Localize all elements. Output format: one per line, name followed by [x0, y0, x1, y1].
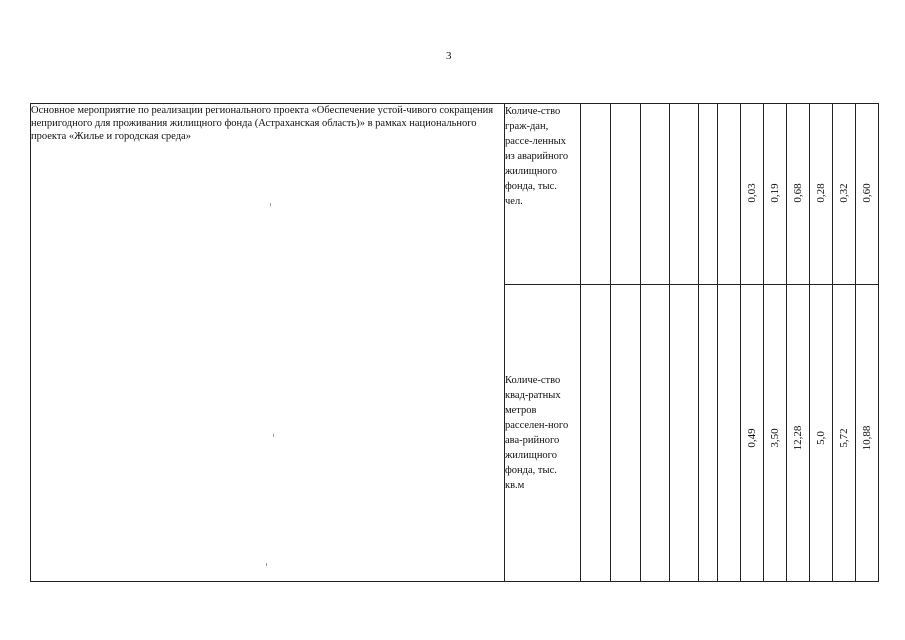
value-text: 0,60 — [861, 183, 873, 203]
value-cell — [810, 285, 833, 582]
empty-cell — [641, 104, 670, 285]
empty-cell — [581, 285, 611, 582]
scan-speck — [273, 434, 274, 437]
value-cell — [856, 285, 879, 582]
value-cell — [833, 285, 856, 582]
indicator-cell — [505, 104, 581, 285]
value-cell — [810, 104, 833, 285]
empty-cell — [699, 104, 718, 285]
empty-cell — [581, 104, 611, 285]
value-text: 0,19 — [769, 183, 781, 203]
empty-cell — [670, 285, 699, 582]
value-cell — [787, 104, 810, 285]
empty-cell — [611, 285, 641, 582]
value-cell — [856, 104, 879, 285]
indicator-label: Количе-ство квад-ратных метров расселен-ного ава-рийного жилищного фонда, тыс. кв.м — [505, 375, 569, 491]
value-text: 3,50 — [769, 428, 781, 448]
value-cell — [741, 104, 764, 285]
empty-cell — [718, 285, 741, 582]
value-cell — [833, 104, 856, 285]
value-cell — [764, 104, 787, 285]
value-text: 0,68 — [792, 183, 804, 203]
scan-speck — [270, 203, 271, 206]
scan-speck — [266, 563, 267, 566]
value-text: 0,28 — [815, 183, 827, 203]
empty-cell — [699, 285, 718, 582]
empty-cell — [641, 285, 670, 582]
indicator-label: Количе-ство граж-дан, рассе-ленных из аварийного жилищного фонда, тыс. чел. — [505, 106, 569, 207]
empty-cell — [670, 104, 699, 285]
value-cell — [764, 285, 787, 582]
value-text: 10,88 — [861, 425, 873, 451]
value-text: 0,32 — [838, 183, 850, 203]
indicator-cell — [505, 285, 581, 582]
value-text: 0,49 — [746, 428, 758, 448]
value-text: 12,28 — [792, 425, 804, 451]
empty-cell — [718, 104, 741, 285]
value-text: 5,72 — [838, 428, 850, 448]
empty-cell — [611, 104, 641, 285]
event-description: Основное мероприятие по реализации регионального проекта «Обеспечение устой-чивого сокращения непригодного для проживания жилищного фонда (Астраханская область)» в рамках национального проекта «Жилье и городская среда» — [31, 104, 505, 582]
value-text: 0,03 — [746, 183, 758, 203]
value-text: 5,0 — [815, 431, 827, 445]
program-table — [30, 103, 879, 582]
value-cell — [787, 285, 810, 582]
page-number: 3 — [446, 50, 452, 62]
value-cell — [741, 285, 764, 582]
table-row — [31, 104, 879, 285]
